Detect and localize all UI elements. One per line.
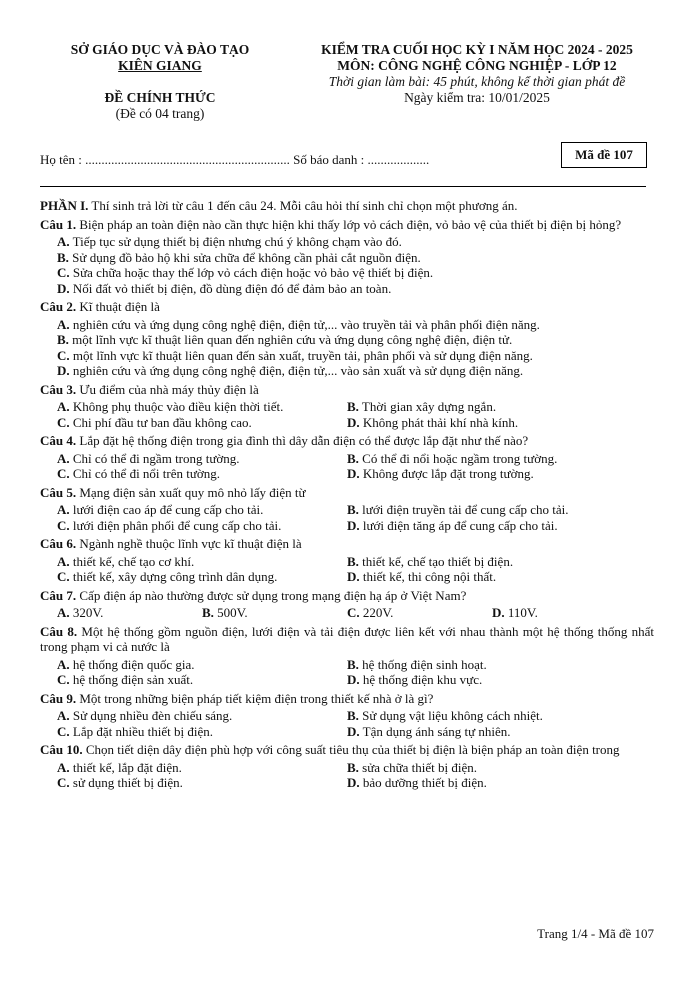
option-letter: A. xyxy=(57,450,70,466)
exam-date: Ngày kiểm tra: 10/01/2025 xyxy=(404,90,550,105)
question-number: Câu 9. xyxy=(40,690,77,706)
option-letter: D. xyxy=(347,672,360,687)
option-row xyxy=(57,281,654,297)
question-list xyxy=(40,217,654,791)
option-text: Sử dụng vật liệu không cách nhiệt. xyxy=(358,708,543,723)
answer-options xyxy=(57,502,654,533)
option-text: sửa chữa thiết bị điện. xyxy=(358,759,477,775)
option-letter: C. xyxy=(57,775,70,790)
option-letter: D. xyxy=(347,517,360,533)
question-stem xyxy=(40,217,654,233)
option-letter: B. xyxy=(57,249,69,265)
option-text: sử dụng thiết bị điện. xyxy=(69,775,183,790)
question-item xyxy=(40,485,654,534)
answer-option xyxy=(57,317,540,332)
option-row xyxy=(57,518,654,534)
question-stem xyxy=(40,485,654,501)
option-text: 320V. xyxy=(69,605,104,620)
answer-option xyxy=(202,605,347,621)
option-text: thiết kế, chế tạo cơ khí. xyxy=(69,553,195,569)
option-letter: C. xyxy=(57,672,70,687)
option-text: Tận dụng ánh sáng tự nhiên. xyxy=(359,723,511,739)
question-stem xyxy=(40,536,654,552)
option-row xyxy=(57,672,654,688)
option-letter: C. xyxy=(57,517,70,533)
question-number: Câu 2. xyxy=(40,299,77,314)
option-letter: C. xyxy=(57,723,70,739)
question-number: Câu 7. xyxy=(40,587,77,603)
question-text: Chọn tiết diện dây điện phù hợp với công suất tiêu thụ của thiết bị điện là biện pháp an toàn điện trong xyxy=(82,742,620,757)
option-text: thiết kế, lắp đặt điện. xyxy=(69,759,182,775)
question-item xyxy=(40,742,654,791)
option-text: lưới điện tăng áp để cung cấp cho tải. xyxy=(359,517,558,533)
option-row xyxy=(57,708,654,724)
option-text: Không được lắp đặt trong tường. xyxy=(359,466,534,481)
option-text: Không phụ thuộc vào điều kiện thời tiết. xyxy=(69,399,284,414)
question-text: Kĩ thuật điện là xyxy=(76,299,160,314)
question-number: Câu 6. xyxy=(40,536,77,551)
answer-option xyxy=(57,672,347,688)
option-letter: B. xyxy=(57,332,69,347)
option-text: Sử dụng đồ bảo hộ khi sửa chữa để không cần phải cắt nguồn điện. xyxy=(68,249,421,265)
option-letter: B. xyxy=(347,553,359,569)
option-letter: A. xyxy=(57,708,70,723)
option-letter: C. xyxy=(57,466,70,481)
option-letter: C. xyxy=(57,414,70,430)
answer-option xyxy=(57,265,433,280)
answer-options xyxy=(57,234,654,296)
official-label: ĐỀ CHÍNH THỨC xyxy=(104,90,216,105)
answer-option xyxy=(57,415,347,431)
option-text: một lĩnh vực kĩ thuật liên quan đến sản xuất, truyền tải, phân phối và sử dụng điện năng. xyxy=(69,347,533,363)
option-row xyxy=(57,234,654,250)
student-name-field: Họ tên : ............................................................... xyxy=(40,152,290,167)
option-letter: A. xyxy=(57,316,70,332)
option-row xyxy=(57,775,654,791)
question-number: Câu 8. xyxy=(40,623,78,639)
answer-option xyxy=(57,502,347,518)
option-text: Nối đất vỏ thiết bị điện, đồ dùng điện đó để đảm bảo an toàn. xyxy=(69,280,392,296)
question-number: Câu 5. xyxy=(40,484,77,500)
question-item xyxy=(40,382,654,431)
answer-option xyxy=(57,466,347,482)
option-text: Chỉ có thể đi nổi trên tường. xyxy=(69,466,221,481)
answer-option xyxy=(57,348,533,363)
answer-option xyxy=(57,451,347,467)
option-row xyxy=(57,657,654,673)
answer-option xyxy=(347,760,477,776)
option-row xyxy=(57,250,654,266)
answer-option xyxy=(57,724,347,740)
option-row xyxy=(57,724,654,740)
option-text: Tiếp tục sử dụng thiết bị điện nhưng chú ý không chạm vào đó. xyxy=(69,234,402,249)
question-item xyxy=(40,588,654,621)
answer-option xyxy=(347,672,482,688)
answer-option xyxy=(57,569,347,585)
option-text: bảo dưỡng thiết bị điện. xyxy=(359,775,487,790)
question-item xyxy=(40,299,654,379)
answer-option xyxy=(347,502,569,518)
question-item xyxy=(40,536,654,585)
option-letter: D. xyxy=(57,280,70,296)
option-row xyxy=(57,569,654,585)
option-text: hệ thống điện khu vực. xyxy=(359,672,483,687)
question-number: Câu 1. xyxy=(40,216,77,232)
option-text: 500V. xyxy=(213,605,248,620)
answer-option xyxy=(57,332,512,347)
question-item xyxy=(40,691,654,740)
option-letter: B. xyxy=(347,450,359,466)
exam-title: KIỂM TRA CUỐI HỌC KỲ I NĂM HỌC 2024 - 2025 xyxy=(321,42,633,57)
option-text: Lắp đặt nhiều thiết bị điện. xyxy=(69,723,213,739)
page-count-note: (Đề có 04 trang) xyxy=(115,106,205,121)
option-text: lưới điện phân phối để cung cấp cho tải. xyxy=(69,517,282,533)
exam-code: Mã đề 107 xyxy=(575,147,633,162)
option-letter: B. xyxy=(347,502,359,517)
option-letter: B. xyxy=(347,759,359,775)
student-id-field: Số báo danh : ................... xyxy=(293,152,430,167)
option-row xyxy=(57,466,654,482)
answer-options xyxy=(57,317,654,379)
answer-option xyxy=(347,657,487,673)
question-stem xyxy=(40,742,654,758)
answer-option xyxy=(57,657,347,673)
answer-option xyxy=(347,451,557,467)
answer-options xyxy=(57,605,654,621)
option-text: Không phát thải khí nhà kính. xyxy=(359,414,519,430)
answer-option xyxy=(57,399,347,415)
option-letter: B. xyxy=(202,605,214,620)
option-text: thiết kế, chế tạo thiết bị điện. xyxy=(358,553,514,569)
option-letter: A. xyxy=(57,553,70,569)
option-letter: D. xyxy=(347,723,360,739)
question-text: Cấp điện áp nào thường được sử dụng trong mạng điện hạ áp ở Việt Nam? xyxy=(76,587,467,603)
answer-options xyxy=(57,708,654,739)
option-row xyxy=(57,265,654,281)
divider xyxy=(40,186,646,187)
option-letter: A. xyxy=(57,399,70,414)
option-row xyxy=(57,399,654,415)
option-row xyxy=(57,451,654,467)
answer-option xyxy=(57,605,202,621)
option-letter: D. xyxy=(492,605,505,620)
option-row xyxy=(57,760,654,776)
question-stem xyxy=(40,624,654,655)
duration-note: Thời gian làm bài: 45 phút, không kể thời gian phát đề xyxy=(328,74,626,89)
option-text: hệ thống điện sản xuất. xyxy=(69,672,194,687)
option-text: Có thể đi nổi hoặc ngầm trong tường. xyxy=(358,450,558,466)
question-stem xyxy=(40,382,654,398)
question-number: Câu 10. xyxy=(40,742,83,757)
option-letter: B. xyxy=(347,708,359,723)
option-letter: D. xyxy=(347,466,360,481)
answer-option xyxy=(57,250,421,265)
option-letter: C. xyxy=(57,347,70,363)
question-text: Lắp đặt hệ thống điện trong gia đình thì dây dẫn điện có thể được lắp đặt như thế nào? xyxy=(76,433,529,448)
answer-option xyxy=(57,518,347,534)
option-text: thiết kế, xây dựng công trình dân dụng. xyxy=(69,569,278,584)
option-row xyxy=(57,348,654,364)
answer-option xyxy=(347,605,492,621)
answer-option xyxy=(347,724,511,740)
option-text: Sửa chữa hoặc thay thế lớp vỏ cách điện hoặc vỏ bảo vệ thiết bị điện. xyxy=(69,265,434,280)
part-instruction xyxy=(40,198,654,214)
answer-option xyxy=(347,399,496,415)
option-letter: D. xyxy=(347,569,360,584)
answer-options xyxy=(57,760,654,791)
option-letter: A. xyxy=(57,759,70,775)
header-right xyxy=(292,42,662,106)
question-text: Biện pháp an toàn điện nào cần thực hiện khi thấy lớp vỏ cách điện, vỏ bảo vệ của thiết bị điện bị hỏng? xyxy=(76,216,622,232)
answer-option xyxy=(347,569,496,585)
question-content xyxy=(40,198,654,791)
option-text: 110V. xyxy=(504,605,538,620)
page-footer: Trang 1/4 - Mã đề 107 xyxy=(537,926,654,941)
option-letter: D. xyxy=(57,363,70,378)
subject-title: MÔN: CÔNG NGHỆ CÔNG NGHIỆP - LỚP 12 xyxy=(337,58,617,73)
question-stem xyxy=(40,433,654,449)
question-stem xyxy=(40,588,654,604)
answer-option xyxy=(57,775,347,791)
option-text: lưới điện cao áp để cung cấp cho tải. xyxy=(69,502,264,517)
exam-code-box xyxy=(561,142,647,168)
part-instruction-text: Thí sinh trả lời từ câu 1 đến câu 24. Mỗi câu hỏi thí sinh chỉ chọn một phương án. xyxy=(88,198,518,213)
answer-option xyxy=(57,234,402,249)
question-number: Câu 4. xyxy=(40,433,77,448)
answer-option xyxy=(347,415,518,431)
question-number: Câu 3. xyxy=(40,381,77,397)
answer-options xyxy=(57,657,654,688)
answer-option xyxy=(492,605,637,621)
option-row xyxy=(57,502,654,518)
question-stem xyxy=(40,691,654,707)
option-row xyxy=(57,317,654,333)
department-name: SỞ GIÁO DỤC VÀ ĐÀO TẠO xyxy=(70,42,250,57)
answer-option xyxy=(347,708,543,724)
answer-option xyxy=(347,554,513,570)
option-letter: A. xyxy=(57,656,70,672)
answer-options xyxy=(57,554,654,585)
option-letter: D. xyxy=(347,775,360,790)
option-text: nghiên cứu và ứng dụng công nghệ điện, điện tử,... vào truyền tải và phân phối điện năng. xyxy=(69,316,540,332)
question-item xyxy=(40,433,654,482)
option-text: lưới điện truyền tải để cung cấp cho tải. xyxy=(358,502,569,517)
option-text: hệ thống điện quốc gia. xyxy=(69,656,195,672)
option-text: thiết kế, thi công nội thất. xyxy=(359,569,497,584)
question-text: Ngành nghề thuộc lĩnh vực kĩ thuật điện là xyxy=(76,536,302,551)
answer-option xyxy=(57,363,523,378)
answer-option xyxy=(347,518,558,534)
option-text: Chi phí đầu tư ban đầu không cao. xyxy=(69,414,252,430)
province-name: KIÊN GIANG xyxy=(118,58,202,73)
student-info xyxy=(40,152,429,168)
option-letter: D. xyxy=(347,414,360,430)
answer-option xyxy=(57,708,347,724)
option-letter: A. xyxy=(57,234,70,249)
option-letter: C. xyxy=(347,605,360,620)
option-text: 220V. xyxy=(359,605,394,620)
question-text: Một hệ thống gồm nguồn điện, lưới điện và tải điện được liên kết với nhau thành một hệ thống thống nhất trong phạm vi cả nước là xyxy=(40,623,654,654)
header-left xyxy=(40,42,280,122)
option-letter: B. xyxy=(347,399,359,414)
option-row xyxy=(57,415,654,431)
answer-options xyxy=(57,399,654,430)
answer-option xyxy=(57,554,347,570)
answer-option xyxy=(347,775,487,791)
answer-option xyxy=(347,466,534,482)
option-row xyxy=(57,605,654,621)
question-stem xyxy=(40,299,654,315)
answer-options xyxy=(57,451,654,482)
option-letter: B. xyxy=(347,656,359,672)
option-letter: A. xyxy=(57,605,70,620)
option-row xyxy=(57,363,654,379)
option-text: một lĩnh vực kĩ thuật liên quan đến nghiên cứu và ứng dụng công nghệ điện, điện tử. xyxy=(68,332,513,347)
option-row xyxy=(57,554,654,570)
option-text: nghiên cứu và ứng dụng công nghệ điện, điện tử,... vào sản xuất và sử dụng điện năng. xyxy=(69,363,524,378)
question-text: Mạng điện sản xuất quy mô nhỏ lấy điện từ xyxy=(76,484,306,500)
option-letter: C. xyxy=(57,569,70,584)
question-text: Ưu điểm của nhà máy thủy điện là xyxy=(76,381,259,397)
option-letter: A. xyxy=(57,502,70,517)
option-text: Chỉ có thể đi ngầm trong tường. xyxy=(69,450,240,466)
question-item xyxy=(40,217,654,297)
answer-option xyxy=(57,281,391,296)
option-text: Thời gian xây dựng ngắn. xyxy=(358,399,497,414)
question-item xyxy=(40,624,654,688)
question-text: Một trong những biện pháp tiết kiệm điện trong thiết kế nhà ở là gì? xyxy=(76,690,434,706)
option-text: hệ thống điện sinh hoạt. xyxy=(358,656,487,672)
part-title: PHẦN I. xyxy=(40,198,89,213)
option-row xyxy=(57,332,654,348)
option-letter: C. xyxy=(57,265,70,280)
option-text: Sử dụng nhiều đèn chiếu sáng. xyxy=(69,708,233,723)
answer-option xyxy=(57,760,347,776)
